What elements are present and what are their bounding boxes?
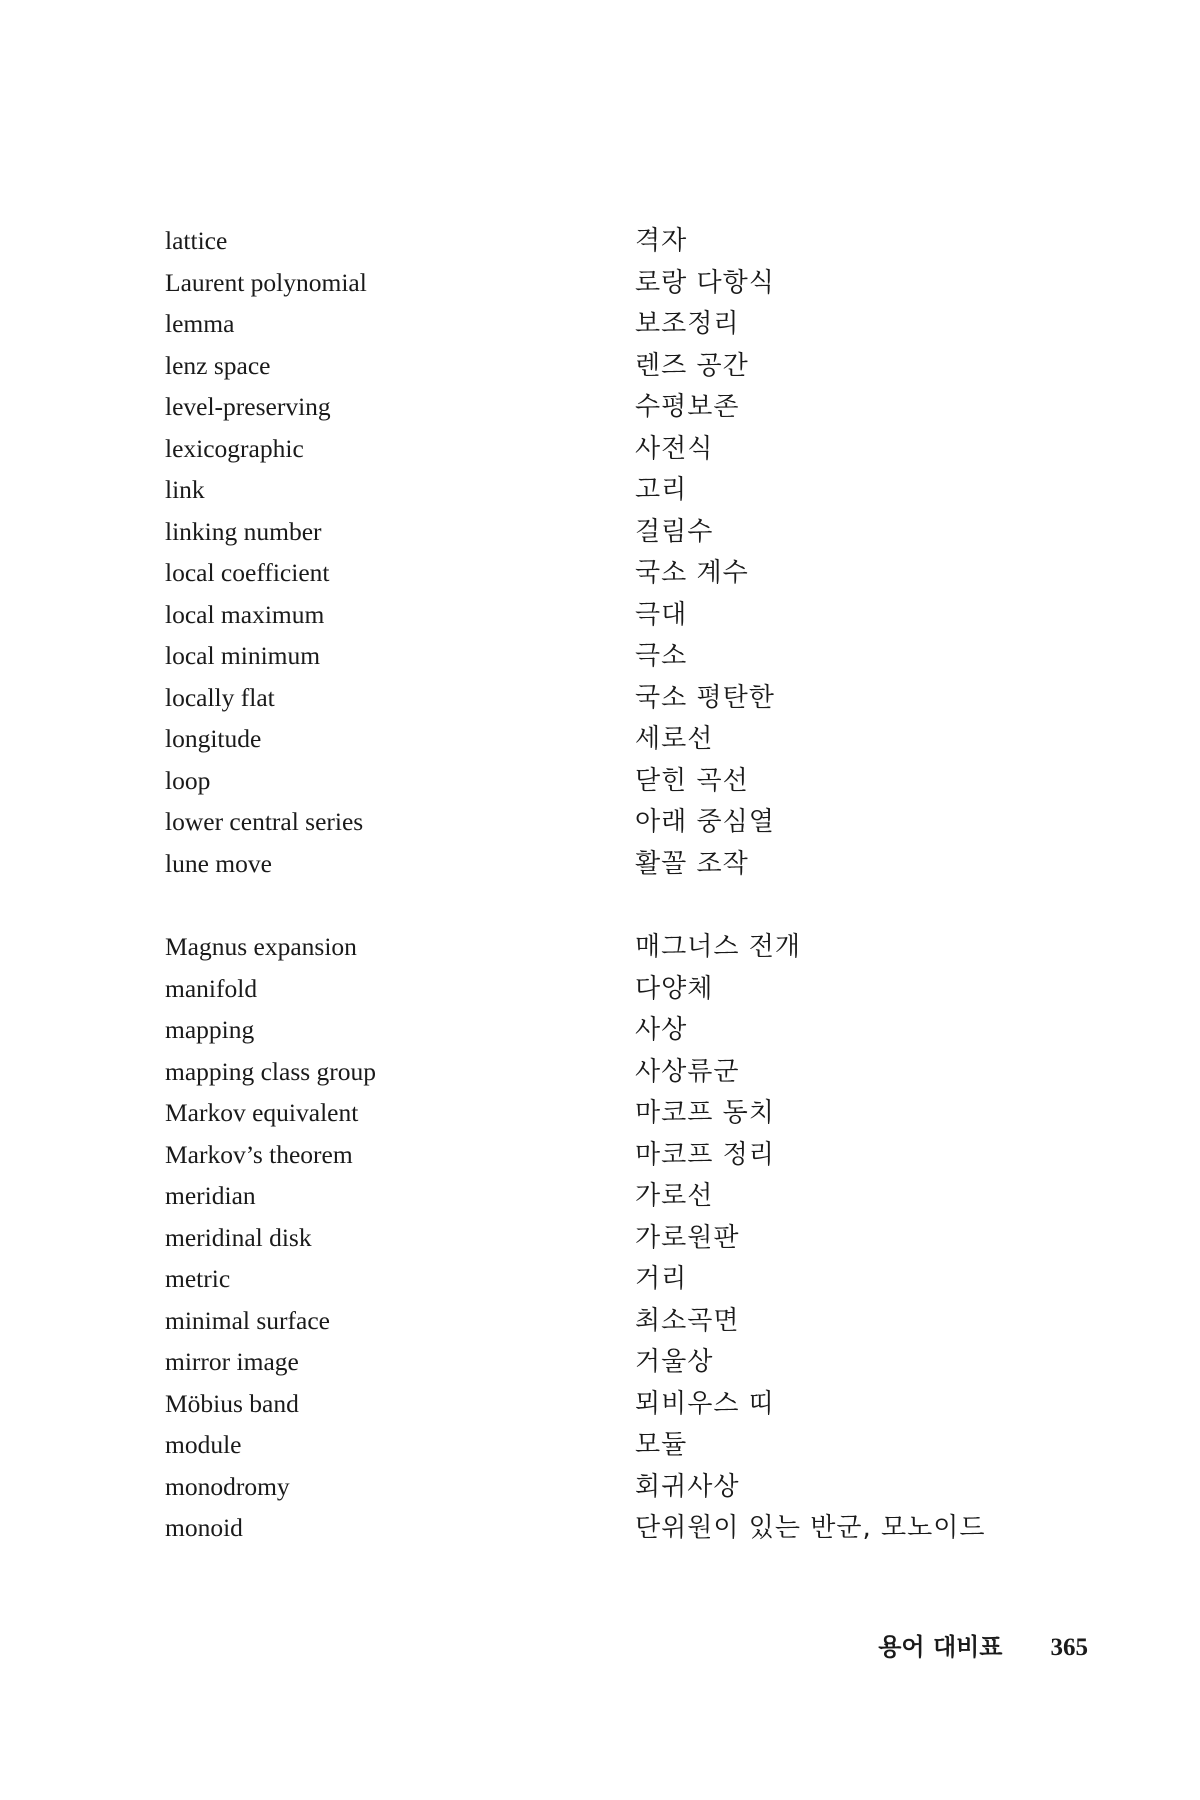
english-term: manifold (165, 973, 258, 1003)
glossary-entry (165, 718, 1025, 760)
korean-translation: 모듈 (635, 1430, 688, 1460)
english-term: mapping (165, 1015, 255, 1044)
korean-translation: 회귀사상 (635, 1471, 740, 1502)
korean-translation: 걸림수 (635, 516, 714, 547)
korean-translation: 극소 (635, 641, 688, 671)
english-term: Laurent polynomial (165, 267, 367, 297)
english-term: lune move (165, 848, 272, 878)
glossary-section (165, 926, 1025, 1549)
korean-translation: 사상 (635, 1015, 688, 1045)
glossary-entry (165, 760, 1025, 802)
korean-translation: 거울상 (635, 1347, 714, 1377)
english-term: local maximum (165, 599, 325, 629)
glossary-entry (165, 469, 1025, 511)
korean-translation: 수평보존 (635, 392, 740, 422)
english-term: lattice (165, 226, 228, 255)
glossary-entry (165, 635, 1025, 677)
korean-translation: 격자 (635, 226, 688, 256)
glossary-entry (165, 303, 1025, 345)
glossary-entry (165, 1466, 1025, 1508)
english-term: local coefficient (165, 558, 330, 587)
korean-translation: 마코프 정리 (635, 1139, 775, 1170)
glossary-entry (165, 1051, 1025, 1093)
glossary-entry (165, 1300, 1025, 1342)
korean-translation: 가로선 (635, 1181, 714, 1211)
english-term: mirror image (165, 1347, 299, 1376)
glossary-entry (165, 428, 1025, 470)
english-term: lemma (165, 309, 235, 338)
glossary-entry (165, 1258, 1025, 1300)
english-term: link (165, 475, 205, 504)
glossary-entry (165, 511, 1025, 553)
english-term: lenz space (165, 350, 271, 380)
glossary-entry (165, 552, 1025, 594)
korean-translation: 닫힌 곡선 (635, 765, 749, 796)
korean-translation: 사전식 (635, 433, 714, 464)
page-footer (878, 1627, 1088, 1662)
glossary-entry (165, 677, 1025, 719)
english-term: meridian (165, 1181, 256, 1210)
glossary-entry (165, 1507, 1025, 1549)
glossary-entry (165, 345, 1025, 387)
english-term: monoid (165, 1513, 243, 1542)
english-term: locally flat (165, 682, 275, 712)
glossary-entry (165, 1341, 1025, 1383)
korean-translation: 최소곡면 (635, 1305, 740, 1336)
korean-translation: 국소 평탄한 (635, 682, 775, 713)
footer-title: 용어 대비표 (878, 1633, 1003, 1661)
english-term: Markov’s theorem (165, 1139, 353, 1169)
page-number: 365 (1050, 1634, 1088, 1661)
english-term: lower central series (165, 807, 364, 836)
korean-translation: 가로원판 (635, 1222, 740, 1253)
korean-translation: 뫼비우스 띠 (635, 1388, 775, 1419)
korean-translation: 다양체 (635, 973, 714, 1004)
english-term: loop (165, 765, 211, 795)
english-term: local minimum (165, 641, 321, 670)
glossary-entry (165, 1217, 1025, 1259)
glossary-entry (165, 1092, 1025, 1134)
english-term: level-preserving (165, 392, 331, 421)
english-term: module (165, 1430, 242, 1459)
glossary-entry (165, 262, 1025, 304)
glossary-entry (165, 386, 1025, 428)
korean-translation: 마코프 동치 (635, 1098, 775, 1128)
korean-translation: 아래 중심열 (635, 807, 775, 837)
glossary-entry (165, 594, 1025, 636)
korean-translation: 세로선 (635, 724, 714, 754)
korean-translation: 단위원이 있는 반군, 모노이드 (635, 1513, 986, 1543)
glossary-entry (165, 1383, 1025, 1425)
english-term: mapping class group (165, 1056, 377, 1086)
glossary-entry (165, 801, 1025, 843)
korean-translation: 극대 (635, 599, 688, 630)
glossary-entry (165, 968, 1025, 1010)
english-term: longitude (165, 724, 262, 753)
english-term: metric (165, 1264, 231, 1293)
glossary-entry (165, 926, 1025, 968)
english-term: Magnus expansion (165, 932, 357, 961)
glossary-entry (165, 843, 1025, 885)
korean-translation: 사상류군 (635, 1056, 740, 1087)
glossary-entry (165, 1175, 1025, 1217)
glossary-section (165, 220, 1025, 884)
korean-translation: 렌즈 공간 (635, 350, 749, 381)
glossary-entry (165, 220, 1025, 262)
english-term: linking number (165, 516, 322, 546)
glossary-entry (165, 1424, 1025, 1466)
english-term: meridinal disk (165, 1222, 312, 1252)
korean-translation: 거리 (635, 1264, 688, 1294)
english-term: Möbius band (165, 1388, 299, 1418)
korean-translation: 매그너스 전개 (635, 932, 801, 962)
english-term: monodromy (165, 1471, 290, 1501)
korean-translation: 보조정리 (635, 309, 740, 339)
glossary-entry (165, 1134, 1025, 1176)
korean-translation: 로랑 다항식 (635, 267, 775, 298)
korean-translation: 고리 (635, 475, 688, 505)
english-term: lexicographic (165, 433, 304, 463)
english-term: minimal surface (165, 1305, 330, 1335)
english-term: Markov equivalent (165, 1098, 359, 1127)
glossary (165, 220, 1025, 1549)
korean-translation: 국소 계수 (635, 558, 749, 588)
glossary-entry (165, 1009, 1025, 1051)
korean-translation: 활꼴 조작 (635, 848, 749, 879)
